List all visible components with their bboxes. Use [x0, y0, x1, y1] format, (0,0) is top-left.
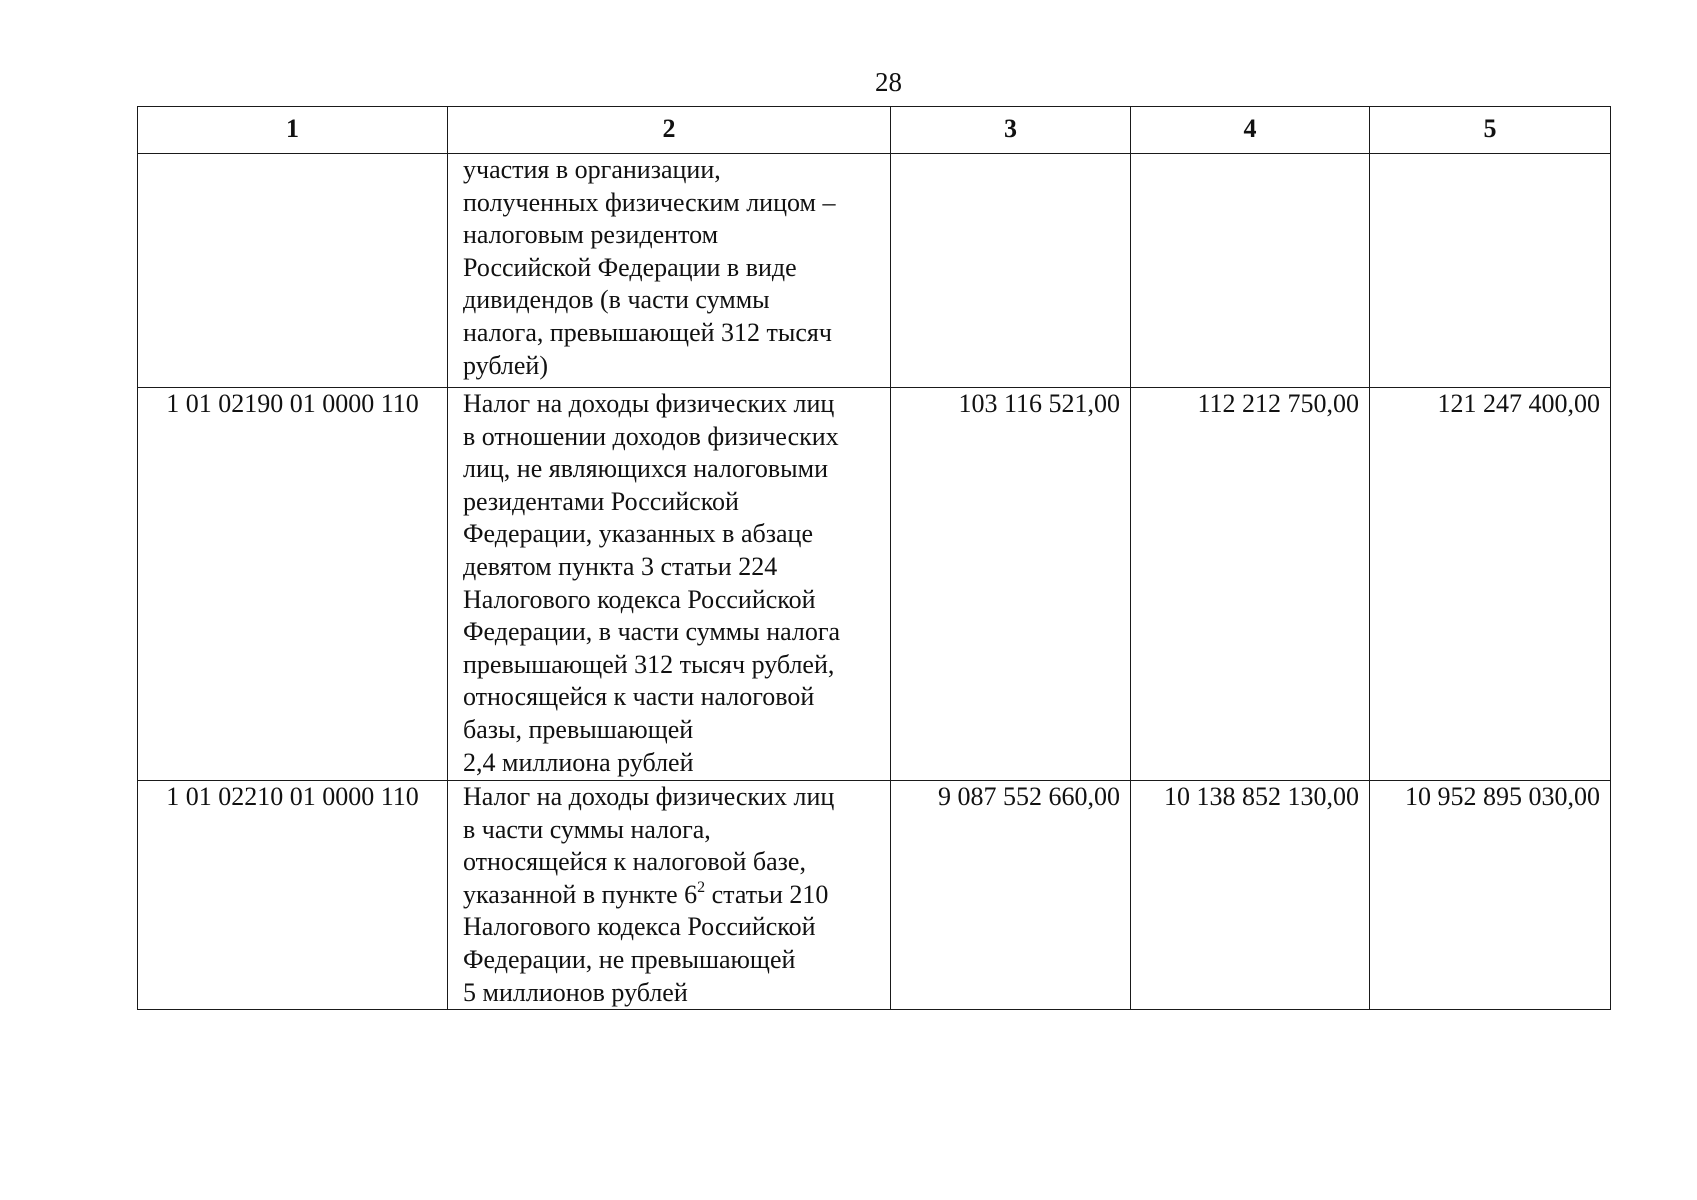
page-number: 28 [875, 67, 902, 97]
budget-code-cell: 1 01 02210 01 0000 110 [138, 781, 448, 1010]
table-row [138, 154, 1611, 388]
table-row [138, 388, 1611, 781]
description-line: девятом пункта 3 статьи 224 [463, 551, 778, 581]
table-row [138, 781, 1611, 1010]
amount-cell-col4: 112 212 750,00 [1131, 388, 1370, 781]
description-cell [448, 781, 891, 1010]
description-line: превышающей 312 тысяч рублей, [463, 649, 835, 679]
amount-cell-col5 [1370, 154, 1611, 388]
description-line: рублей) [463, 350, 548, 380]
description-line: налога, превышающей 312 тысяч [463, 317, 832, 347]
description-line: участия в организации, [463, 155, 721, 184]
table-header-row [138, 107, 1611, 154]
description-line: относящейся к налоговой базе, [463, 847, 806, 877]
description-line: Федерации, в части суммы налога [463, 617, 841, 647]
description-line [463, 879, 882, 912]
budget-code-cell [138, 154, 448, 388]
description-cell [448, 154, 891, 388]
description-line: дивидендов (в части суммы [463, 285, 770, 315]
description-line: 5 миллионов рублей [463, 977, 688, 1007]
description-line: лиц, не являющихся налоговыми [463, 454, 828, 484]
description-line: Налог на доходы физических лиц [463, 782, 835, 811]
description-line: Налогового кодекса Российской [463, 584, 816, 614]
description-line: в части суммы налога, [463, 814, 711, 844]
column-header-5: 5 [1370, 107, 1611, 154]
description-line: Федерации, указанных в абзаце [463, 519, 813, 549]
column-header-1: 1 [138, 107, 448, 154]
description-line: Налогового кодекса Российской [463, 912, 816, 942]
description-line-text: указанной в пункте 6 [463, 879, 698, 909]
description-cell [448, 388, 891, 781]
amount-cell-col3: 9 087 552 660,00 [891, 781, 1131, 1010]
amount-cell-col5: 121 247 400,00 [1370, 388, 1611, 781]
budget-table-container [137, 106, 1610, 1010]
description-line: 2,4 миллиона рублей [463, 747, 694, 777]
column-header-4: 4 [1131, 107, 1370, 154]
amount-cell-col3 [891, 154, 1131, 388]
superscript-index: 2 [697, 878, 706, 896]
description-line-suffix: статьи 210 [705, 879, 829, 909]
description-line: Федерации, не превышающей [463, 944, 796, 974]
description-line: резидентами Российской [463, 486, 739, 516]
amount-cell-col3: 103 116 521,00 [891, 388, 1131, 781]
description-line: относящейся к части налоговой [463, 682, 815, 712]
description-line: полученных физическим лицом – [463, 187, 836, 217]
description-line: Российской Федерации в виде [463, 252, 797, 282]
column-header-2: 2 [448, 107, 891, 154]
budget-table [137, 106, 1611, 1010]
amount-cell-col4 [1131, 154, 1370, 388]
description-line: Налог на доходы физических лиц [463, 389, 835, 418]
amount-cell-col4: 10 138 852 130,00 [1131, 781, 1370, 1010]
column-header-3: 3 [891, 107, 1131, 154]
description-line: в отношении доходов физических [463, 421, 839, 451]
description-line: налоговым резидентом [463, 220, 719, 250]
budget-code-cell: 1 01 02190 01 0000 110 [138, 388, 448, 781]
description-line: базы, превышающей [463, 714, 694, 744]
amount-cell-col5: 10 952 895 030,00 [1370, 781, 1611, 1010]
